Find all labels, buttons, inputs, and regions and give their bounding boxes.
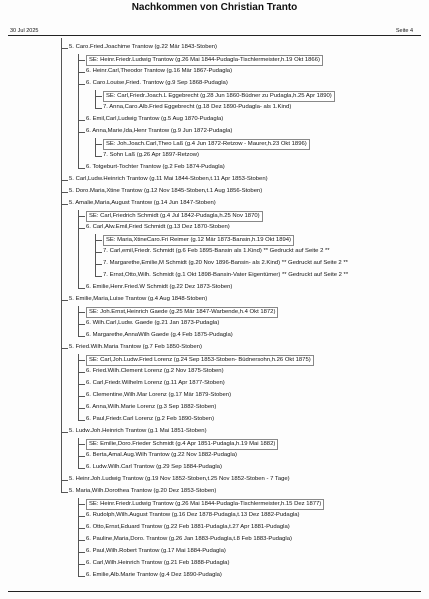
tree-connector-horizontal <box>78 444 85 445</box>
person-details: Emilie,Doro.Frieder Schmidt (g.4 Apr 1851-Pudagla,h.19 Mai 1882) <box>100 441 276 447</box>
generation-marker: 5. <box>69 344 74 350</box>
header-rule <box>8 35 421 36</box>
tree-connector-vertical <box>95 138 96 156</box>
entry-text <box>69 296 207 302</box>
tree-connector-horizontal <box>61 432 68 433</box>
generation-marker: 5. <box>69 296 74 302</box>
tree-connector-horizontal <box>95 144 102 145</box>
tree-connector-horizontal <box>61 492 68 493</box>
entry-text <box>86 512 300 518</box>
person-details: Carl,Joh.Ludw.Fried Lorenz (g.24 Sep 1853-Stoben- Büdnersohn,h.26 Okt 1875) <box>100 357 311 363</box>
entry-text <box>69 176 268 182</box>
descendant-entry <box>86 391 231 400</box>
descendant-entry <box>103 151 199 160</box>
tree-connector-horizontal <box>78 528 85 529</box>
tree-connector-horizontal <box>78 504 85 505</box>
tree-connector-horizontal <box>78 420 85 421</box>
entry-text <box>86 80 228 86</box>
person-details: Ernst,Otto,Wilh. Schmidt (g.1 Okt 1898-Bansin-Vater Eigentümer) ** Gedruckt auf Seite 2 ** <box>109 272 349 278</box>
page-number: Seite 4 <box>395 28 413 34</box>
spouse-entry <box>86 355 314 364</box>
tree-connector-horizontal <box>78 312 85 313</box>
generation-marker: 6. <box>86 548 91 554</box>
person-details: Carl,Friedr.Joach.L Eggebrecht (g.28 Jun 1860-Büdner zu Pudagla,h.25 Apr 1890) <box>117 93 332 99</box>
generation-marker: SE: <box>106 237 116 243</box>
person-details: Wilh.Carl,Ludw. Gaede (g.21 Jan 1873-Pudagla) <box>92 320 220 326</box>
descendant-entry <box>103 247 330 256</box>
entry-text <box>86 68 232 74</box>
entry-text <box>86 499 324 510</box>
descendant-entry <box>86 319 219 328</box>
tree-connector-vertical <box>78 354 79 420</box>
generation-marker: SE: <box>89 441 99 447</box>
generation-marker: 6. <box>86 224 91 230</box>
generation-marker: 7. <box>103 272 108 278</box>
tree-connector-horizontal <box>78 408 85 409</box>
tree-connector-horizontal <box>78 120 85 121</box>
entry-text <box>86 55 323 66</box>
person-details: Doro.Maria,Xtine Trantow (g.12 Nov 1845-Stoben,t.1 Aug 1856-Stoben) <box>75 188 263 194</box>
descendant-entry <box>86 451 237 460</box>
tree-connector-horizontal <box>78 564 85 565</box>
generation-marker: SE: <box>89 357 99 363</box>
person-details: Maria,XtineCaro.Fri Reimer (g.12 Mär 1873-Bansin,h.19 Okt 1894) <box>117 237 291 243</box>
generation-marker: 6. <box>86 536 91 542</box>
generation-marker: 5. <box>69 428 74 434</box>
person-details: Carl,Friedrich Schmidt (g.4 Jul 1842-Pudagla,h.25 Nov 1870) <box>100 213 260 219</box>
generation-marker: 5. <box>69 488 74 494</box>
descendant-entry <box>86 163 225 172</box>
generation-marker: 6. <box>86 368 91 374</box>
descendant-entry <box>86 283 232 292</box>
generation-marker: SE: <box>106 141 116 147</box>
entry-text <box>103 104 291 110</box>
generation-marker: 6. <box>86 404 91 410</box>
entry-text <box>86 572 222 578</box>
generation-marker: 6. <box>86 452 91 458</box>
person-details: Emilie,Henr.Fried.W Schmidt (g.22 Dez 1873-Stoben) <box>92 284 233 290</box>
person-details: Carl,Ludw.Heinrich Trantow (g.11 Mai 1844-Stoben,t.11 Apr 1853-Stoben) <box>75 176 268 182</box>
entry-text <box>86 116 223 122</box>
entry-text <box>86 548 226 554</box>
generation-marker: 5. <box>69 44 74 50</box>
descendant-entry <box>86 403 216 412</box>
tree-connector-vertical <box>78 438 79 468</box>
tree-connector-horizontal <box>78 468 85 469</box>
person-details: Anna,Wilh.Marie Lorenz (g.3 Sep 1882-Stoben) <box>92 404 217 410</box>
tree-connector-horizontal <box>78 60 85 61</box>
descendant-entry <box>86 511 300 520</box>
entry-text <box>86 464 222 470</box>
person-details: Carl,Wilh.Heinrich Trantow (g.21 Feb 1888-Pudagla) <box>92 560 230 566</box>
entry-text <box>86 560 229 566</box>
entry-text <box>86 536 292 542</box>
entry-text <box>86 355 314 366</box>
entry-text <box>86 164 225 170</box>
entry-text <box>69 344 202 350</box>
generation-marker: 6. <box>86 128 91 134</box>
generation-marker: 6. <box>86 80 91 86</box>
descendant-entry <box>69 43 217 52</box>
person-details: Paul,Wilh.Robert Trantow (g.17 Mai 1884-Pudagla) <box>92 548 226 554</box>
descendant-entry <box>69 187 262 196</box>
generation-marker: SE: <box>89 501 99 507</box>
descendant-entry <box>86 223 230 232</box>
descendant-entry <box>69 475 290 484</box>
generation-marker: 6. <box>86 68 91 74</box>
person-details: Heinr.Friedr.Ludwig Trantow (g.26 Mai 1844-Pudagla-Tischlermeister,h.19 Okt 1866) <box>100 57 320 63</box>
descendant-entry <box>86 535 292 544</box>
entry-text <box>103 235 294 246</box>
entry-text <box>103 139 310 150</box>
entry-text <box>103 272 348 278</box>
entry-text <box>69 188 262 194</box>
generation-marker: 6. <box>86 392 91 398</box>
page-title: Nachkommen von Christian Tranto <box>131 2 298 13</box>
entry-text <box>69 428 207 434</box>
person-details: Emilie,Alb.Marie Trantow (g.4 Dez 1890-Pudagla) <box>92 572 222 578</box>
spouse-entry <box>86 307 278 316</box>
person-details: Heinr.Carl,Theodor Trantow (g.16 Mär 1867-Pudagla) <box>92 68 233 74</box>
entry-text <box>86 392 231 398</box>
generation-marker: 6. <box>86 524 91 530</box>
entry-text <box>103 260 348 266</box>
generation-marker: 6. <box>86 464 91 470</box>
print-date: 30 Jul 2025 <box>10 28 39 34</box>
person-details: Joh.Ernst,Heinrich Gaede (g.25 Mär 1847-Warbende,h.4 Okt 1872) <box>100 309 276 315</box>
tree-connector-vertical <box>95 90 96 108</box>
tree-connector-horizontal <box>61 480 68 481</box>
entry-text <box>69 44 217 50</box>
descendant-entry <box>86 67 232 76</box>
entry-text <box>103 152 199 158</box>
spouse-entry <box>86 211 263 220</box>
entry-text <box>86 416 214 422</box>
person-details: Amalie,Maria,August Trantow (g.14 Jun 1847-Stoben) <box>75 200 216 206</box>
descendant-entry <box>86 463 222 472</box>
tree-connector-horizontal <box>78 228 85 229</box>
tree-connector-horizontal <box>95 156 102 157</box>
descendant-entry <box>69 199 216 208</box>
entry-text <box>103 248 330 254</box>
tree-connector-horizontal <box>78 288 85 289</box>
descendant-entry <box>86 415 214 424</box>
tree-connector-horizontal <box>61 348 68 349</box>
tree-connector-horizontal <box>61 204 68 205</box>
spouse-entry <box>103 139 310 148</box>
tree-connector-horizontal <box>78 132 85 133</box>
entry-text <box>86 224 230 230</box>
entry-text <box>86 284 232 290</box>
tree-connector-horizontal <box>95 276 102 277</box>
person-details: Emil,Carl,Ludwig Trantow (g.5 Aug 1870-Pudagla) <box>92 116 224 122</box>
person-details: Caro.Fried.Joachime Trantow (g.22 Mär 1843-Stoben) <box>75 44 218 50</box>
generation-marker: 7. <box>103 248 108 254</box>
person-details: Berta,Amal.Aug.Wilh Trantow (g.22 Nov 1882-Pudagla) <box>92 452 237 458</box>
person-details: Heinr.Friedr.Ludwig Trantow (g.26 Mai 1844-Pudagla-Tischlermeister,h.15 Dez 1877) <box>100 501 322 507</box>
tree-connector-horizontal <box>95 96 102 97</box>
person-details: Margarethe,AnnaWilh Gaede (g.4 Feb 1875-Pudagla) <box>92 332 233 338</box>
generation-marker: 5. <box>69 188 74 194</box>
spouse-entry <box>86 499 324 508</box>
generation-marker: 5. <box>69 176 74 182</box>
generation-marker: 5. <box>69 476 74 482</box>
entry-text <box>69 200 216 206</box>
tree-connector-horizontal <box>78 552 85 553</box>
entry-text <box>86 404 216 410</box>
person-details: Ludw.Joh.Heinrich Trantow (g.1 Mai 1851-Stoben) <box>75 428 207 434</box>
person-details: Carl,Friedr.Wilhelm Lorenz (g.11 Apr 1877-Stoben) <box>92 380 225 386</box>
generation-marker: 6. <box>86 560 91 566</box>
entry-text <box>69 476 290 482</box>
tree-connector-horizontal <box>95 240 102 241</box>
generation-marker: SE: <box>106 93 116 99</box>
entry-text <box>86 439 278 450</box>
generation-marker: 6. <box>86 416 91 422</box>
generation-marker: 6. <box>86 164 91 170</box>
person-details: Rudolph,Wilh.August Trantow (g.16 Dez 1878-Pudagla,t.13 Dez 1882-Pudagla) <box>92 512 300 518</box>
descendant-entry <box>86 379 225 388</box>
tree-connector-horizontal <box>78 360 85 361</box>
generation-marker: 6. <box>86 380 91 386</box>
generation-marker: SE: <box>89 57 99 63</box>
tree-connector-horizontal <box>95 108 102 109</box>
person-details: Heinr.Joh.Ludwig Trantow (g.19 Nov 1852-Stoben,t.25 Nov 1852-Stoben - 7 Tage) <box>75 476 290 482</box>
descendant-entry <box>69 427 207 436</box>
tree-connector-vertical <box>78 306 79 336</box>
tree-connector-horizontal <box>78 168 85 169</box>
descendant-entry <box>86 115 223 124</box>
descendant-entry <box>86 79 228 88</box>
person-details: Anna,Marie,Ida,Henr Trantow (g.9 Jun 1872-Pudagla) <box>92 128 233 134</box>
entry-text <box>69 488 216 494</box>
tree-connector-horizontal <box>78 372 85 373</box>
person-details: Joh.Joach.Carl,Theo Laß (g.4 Jun 1872-Retzow - Maurer,h.23 Okt 1896) <box>117 141 307 147</box>
person-details: Fried.Wilh.Maria Trantow (g.7 Feb 1850-Stoben) <box>75 344 202 350</box>
descendant-entry <box>86 559 229 568</box>
person-details: Maria,Wilh.Dorothea Trantow (g.20 Dez 1853-Stoben) <box>75 488 217 494</box>
generation-marker: 6. <box>86 284 91 290</box>
entry-text <box>86 332 233 338</box>
tree-connector-horizontal <box>95 252 102 253</box>
descendant-entry <box>86 523 290 532</box>
descendant-entry <box>103 259 348 268</box>
entry-text <box>86 320 219 326</box>
generation-marker: 6. <box>86 116 91 122</box>
generation-marker: 5. <box>69 200 74 206</box>
descendant-entry <box>86 367 224 376</box>
person-details: Emilie,Maria,Luise Trantow (g.4 Aug 1848-Stoben) <box>75 296 208 302</box>
footer-rule <box>8 591 421 592</box>
generation-marker: 6. <box>86 512 91 518</box>
tree-connector-horizontal <box>78 384 85 385</box>
entry-text <box>86 524 290 530</box>
entry-text <box>103 91 335 102</box>
person-details: Sohn Laß (g.26 Apr 1897-Retzow) <box>109 152 199 158</box>
descendant-entry <box>69 295 207 304</box>
entry-text <box>86 452 237 458</box>
descendant-entry <box>69 343 202 352</box>
entry-text <box>86 368 224 374</box>
tree-connector-horizontal <box>61 192 68 193</box>
descendant-entry <box>103 271 348 280</box>
tree-connector-horizontal <box>95 264 102 265</box>
descendant-entry <box>86 331 233 340</box>
generation-marker: 7. <box>103 260 108 266</box>
tree-connector-horizontal <box>78 72 85 73</box>
descendant-entry <box>69 175 268 184</box>
tree-connector-horizontal <box>78 216 85 217</box>
person-details: Otto,Ernst,Eduard Trantow (g.22 Feb 1881-Pudagla,t.27 Apr 1881-Pudagla) <box>92 524 290 530</box>
descendant-entry <box>86 547 226 556</box>
person-details: Pauline,Maria,Doro. Trantow (g.26 Jan 1883-Pudagla,t.8 Feb 1883-Pudagla) <box>92 536 292 542</box>
generation-marker: SE: <box>89 309 99 315</box>
entry-text <box>86 128 232 134</box>
tree-connector-horizontal <box>78 456 85 457</box>
tree-connector-horizontal <box>78 324 85 325</box>
descendant-entry <box>103 103 291 112</box>
tree-connector-horizontal <box>78 540 85 541</box>
spouse-entry <box>86 439 278 448</box>
descendant-entry <box>86 571 222 580</box>
tree-connector-horizontal <box>78 576 85 577</box>
tree-connector-horizontal <box>61 180 68 181</box>
tree-connector-horizontal <box>61 300 68 301</box>
person-details: Carl,Alw.Emil,Fried Schmidt (g.13 Dez 1870-Stoben) <box>92 224 230 230</box>
tree-connector-horizontal <box>78 84 85 85</box>
entry-text <box>86 307 278 318</box>
tree-connector-horizontal <box>78 336 85 337</box>
entry-text <box>86 380 225 386</box>
tree-connector-horizontal <box>61 48 68 49</box>
person-details: Clementine,Wilh.Mar Lorenz (g.17 Mär 1879-Stoben) <box>92 392 232 398</box>
person-details: Caro.Louise,Fried. Trantow (g.9 Sep 1868-Pudagla) <box>92 80 228 86</box>
person-details: Totgeburt-Tochter Trantow (g.2 Feb 1874-Pudagla) <box>92 164 225 170</box>
generation-marker: 6. <box>86 320 91 326</box>
spouse-entry <box>103 235 294 244</box>
person-details: Carl,emil,Friedr. Schmidt (g.6 Feb 1895-Bansin als 1.Kind) ** Gedruckt auf Seite 2 ** <box>109 248 330 254</box>
generation-marker: SE: <box>89 213 99 219</box>
generation-marker: 7. <box>103 104 108 110</box>
tree-connector-horizontal <box>78 396 85 397</box>
spouse-entry <box>86 55 323 64</box>
generation-marker: 6. <box>86 572 91 578</box>
person-details: Ludw.Wilh.Carl Trantow (g.29 Sep 1884-Pudagla) <box>92 464 222 470</box>
tree-connector-horizontal <box>78 516 85 517</box>
person-details: Margarethe,Emilie,M Schmidt (g.20 Nov 1896-Bansin- als 2.Kind) ** Gedruckt auf Seite 2 ** <box>109 260 348 266</box>
person-details: Fried.Wilh.Clement Lorenz (g.2 Nov 1875-Stoben) <box>92 368 224 374</box>
person-details: Anna,Caro.Alb.Fried Eggebrecht (g.18 Dez 1890-Pudagla- als 1.Kind) <box>109 104 292 110</box>
descendant-entry <box>86 127 232 136</box>
tree-connector-vertical <box>78 210 79 288</box>
descendant-entry <box>69 487 216 496</box>
entry-text <box>86 211 263 222</box>
tree-connector-vertical <box>61 38 62 492</box>
generation-marker: 6. <box>86 332 91 338</box>
person-details: Paul,Friedr.Carl Lorenz (g.2 Feb 1890-Stoben) <box>92 416 215 422</box>
generation-marker: 7. <box>103 152 108 158</box>
spouse-entry <box>103 91 335 100</box>
